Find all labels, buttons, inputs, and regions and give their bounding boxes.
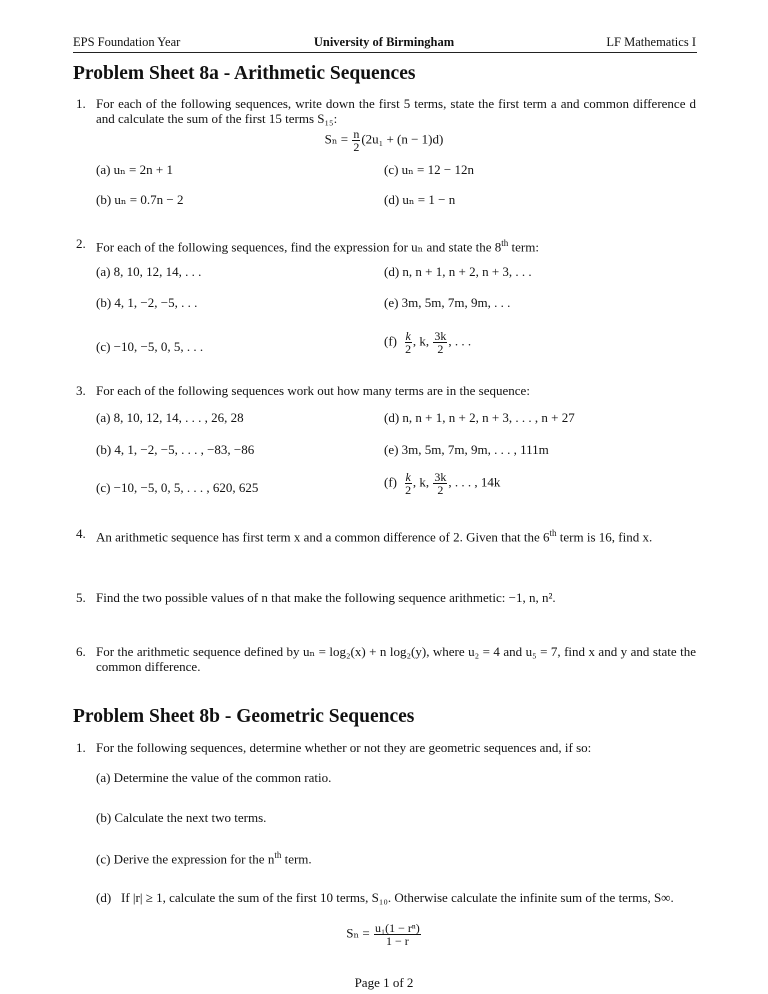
q2-item-a: (a) 8, 10, 12, 14, . . . [96,264,202,279]
numerator: n [353,127,360,141]
q1-item-b: (b) uₙ = 0.7n − 2 [96,192,184,207]
item-text-end: term. [281,851,312,867]
q2-text [96,236,696,254]
q2-item-e: (e) 3m, 5m, 7m, 9m, . . . [384,295,511,310]
b-q1-number: 1. [76,740,86,755]
numerator: k [405,470,411,484]
numerator: 3k [434,470,447,484]
fraction [405,330,412,355]
q1-formula [0,128,768,153]
header-center: University of Birmingham [313,35,455,49]
q2-item-b: (b) 4, 1, −2, −5, . . . [96,295,198,310]
header-right: LF Mathematics I [606,35,696,49]
q2-item-d: (d) n, n + 1, n + 2, n + 3, . . . [384,264,532,279]
b-q1-item-d: If |r| ≥ 1, calculate the sum of the first 10 terms, S₁₀. Otherwise calculate the infinite sum of the terms, S∞. [121,890,674,905]
numerator: u₁(1 − rⁿ) [374,921,420,935]
b-q1-item-a: (a) Determine the value of the common ratio. [96,770,332,785]
q6-text: For the arithmetic sequence defined by uₙ = log₂(x) + n log₂(y), where u₂ = 4 and u₅ = 7, find x and y and state the common difference. [96,644,696,674]
superscript: th [549,528,557,538]
denominator: 2 [437,342,444,356]
formula-rhs: (2u₁ + (n − 1)d) [361,131,444,147]
q1-item-a: (a) uₙ = 2n + 1 [96,162,173,177]
fraction [433,471,447,496]
q1-item-d: (d) uₙ = 1 − n [384,192,456,207]
fraction [405,471,412,496]
superscript: th [501,238,509,248]
denominator: 2 [405,483,412,497]
q5-text: Find the two possible values of n that make the following sequence arithmetic: −1, n, n². [96,590,556,605]
q3-text: For each of the following sequences work out how many terms are in the sequence: [96,383,530,398]
item-label: (f) [384,333,397,349]
q1-number: 1. [76,96,86,111]
q3-item-d: (d) n, n + 1, n + 2, n + 3, . . . , n + 27 [384,410,575,425]
q3-item-e: (e) 3m, 5m, 7m, 9m, . . . , 111m [384,442,549,457]
q2-text-end: term: [508,239,539,255]
denominator: 1 − r [385,934,409,948]
formula-lhs: Sₙ = [324,131,349,147]
q2-text-main: For each of the following sequences, find the expression for uₙ and state the 8 [96,239,502,255]
term: , . . . [448,333,472,349]
item-label: (f) [384,474,397,490]
numerator: k [405,329,411,343]
superscript: th [274,850,282,860]
term: , k, [412,474,430,490]
b-q1-formula [0,922,768,947]
q1-item-c: (c) uₙ = 12 − 12n [384,162,474,177]
page-footer: Page 1 of 2 [354,975,414,990]
q3-item-b: (b) 4, 1, −2, −5, . . . , −83, −86 [96,442,255,457]
fraction [433,330,447,355]
q2-item-f [384,330,471,355]
denominator: 2 [437,483,444,497]
q2-number: 2. [76,236,86,251]
b-q1-text: For the following sequences, determine whether or not they are geometric sequences and, if so: [96,740,592,755]
header-rule [73,52,697,53]
formula-lhs: Sₙ = [346,925,370,941]
q3-number: 3. [76,383,86,398]
q5-number: 5. [76,590,86,605]
q4-text [96,526,696,544]
denominator: 2 [353,140,360,154]
q2-item-c: (c) −10, −5, 0, 5, . . . [96,339,204,354]
fraction [374,922,421,947]
q3-item-f [384,471,500,496]
numerator: 3k [434,329,447,343]
sheet-b-title: Problem Sheet 8b - Geometric Sequences [73,706,415,727]
q3-item-c: (c) −10, −5, 0, 5, . . . , 620, 625 [96,480,259,495]
b-q1-item-c [96,850,312,867]
term: , k, [412,333,430,349]
q4-text-end: term is 16, find x. [556,529,653,545]
q6-number: 6. [76,644,86,659]
q1-text: For each of the following sequences, write down the first 5 terms, state the first term a and common difference d and calculate the sum of the first 15 terms S₁₅: [96,96,696,126]
b-q1-item-d-label: (d) [96,890,112,905]
sheet-a-title: Problem Sheet 8a - Arithmetic Sequences [73,63,416,84]
fraction [352,128,360,153]
b-q1-item-b: (b) Calculate the next two terms. [96,810,267,825]
q4-text-main: An arithmetic sequence has first term x and a common difference of 2. Given that the 6 [96,529,550,545]
q3-item-a: (a) 8, 10, 12, 14, . . . , 26, 28 [96,410,244,425]
q4-number: 4. [76,526,86,541]
denominator: 2 [405,342,412,356]
header-left: EPS Foundation Year [73,35,181,49]
item-text: (c) Derive the expression for the n [96,851,275,867]
term: , . . . , 14k [448,474,501,490]
